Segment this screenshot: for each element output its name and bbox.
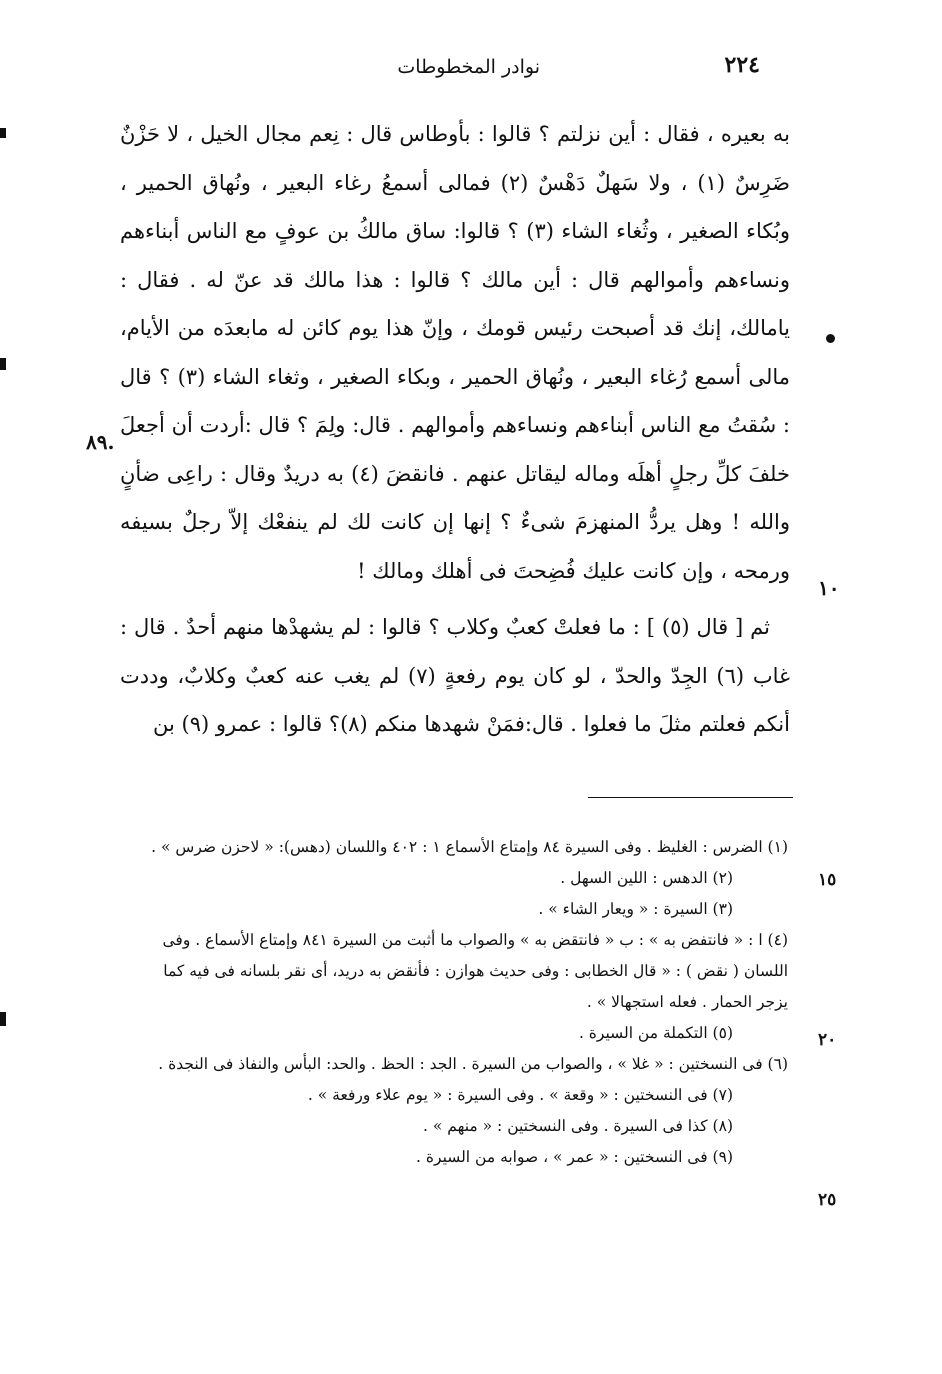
footnote: (٤) ا : « فانتفض به » : ب « فانتقض به » والصواب ما أثبت من السيرة ٨٤١ وإمتاع الأسماع . وفى اللسان ( نقض ) : « قال الخطابى : وفى حديث هوازن : فأنقض به دريد، أى نقر بلسانه فى فيه كما يزجر الحمار . فعله استجهالا » . — [162, 931, 788, 1011]
paragraph: ثم [ قال (٥) ] : ما فعلتْ كعبٌ وكلاب ؟ قالوا : لم يشهدْها منهم أحدٌ . قال : غاب (٦) الجِدّ والحدّ ، لو كان يوم رفعةٍ (٧) لم يغب عنه كعبٌ وكلابٌ، وددت أنكم فعلتم مثلَ ما فعلوا . قال:فمَنْ شهدها منكم (٨)؟ قالوا : عمرو (٩) بن — [120, 615, 790, 736]
footnotes — [128, 832, 788, 1173]
line-number-15: ١٥ — [818, 870, 837, 890]
paragraph: به بعيره ، فقال : أين نزلتم ؟ قالوا : بأوطاس قال : نِعم مجال الخيل ، لا حَزْنٌ ضَرِسٌ (١) ، ولا سَهلٌ دَهْسٌ (٢) فمالى أسمعُ رغاء البعير ، ونُهاق الحمير ، وبُكاء الصغير ، وثُغاء الشاء (٣) ؟ قالوا: ساق مالكُ بن عوفٍ مع الناس أبناءهم ونساءهم وأموالهم قال : أين مالك ؟ قالوا : هذا مالك قد عنّ له . فقال : يامالك، إنك قد أصبحت رئيس قومك ، وإنّ هذا يوم كائن له مابعدَه من الأيام، مالى أسمع رُغاء البعير ، ونُهاق الحمير ، وبكاء الصغير ، وثغاء الشاء (٣) ؟ قال : سُقتُ مع الناس أبناءهم ونساءهم وأموالهم . قال: ولِمَ ؟ قال :أردت أن أجعلَ خلفَ كلِّ رجلٍ أهلَه وماله ليقاتل عنهم . فانقضَ (٤) به دريدٌ وقال : راعِى ضأنٍ والله ! وهل يردُّ المنهزمَ شىءٌ ؟ إنها إن كانت لك لم ينفعْك إلاّ رجلٌ بسيفه ورمحه ، وإن كانت عليك فُضِحتَ فى أهلك ومالك ! — [120, 122, 791, 583]
footnote: (٧) فى النسختين : « وقعة » . وفى السيرة : « يوم علاء ورفعة » . — [307, 1086, 733, 1104]
footnote: (١) الضرس : الغليظ . وفى السيرة ٨٤ وإمتاع الأسماع ١ : ٤٠٢ واللسان (دهس): « لاحزن ضرس » . — [151, 838, 788, 856]
footnote: (٢) الدهس : اللين السهل . — [560, 869, 733, 887]
scan-edge-mark — [0, 1012, 6, 1026]
margin-bullet — [826, 334, 835, 343]
scan-edge-mark — [0, 128, 6, 138]
line-number-25: ٢٥ — [818, 1190, 837, 1210]
folio-number: ٨٩. — [86, 430, 115, 454]
page-number: ٢٢٤ — [724, 52, 760, 78]
main-text — [120, 110, 790, 749]
line-number-10: ١٠ — [818, 576, 840, 600]
footnote: (٣) السيرة : « ويعار الشاء » . — [538, 900, 733, 918]
footnote: (٥) التكملة من السيرة . — [578, 1024, 733, 1042]
running-title: نوادر المخطوطات — [397, 56, 540, 78]
page-header — [300, 52, 760, 86]
scan-edge-mark — [0, 358, 6, 370]
footnote: (٩) فى النسختين : « عمر » ، صوابه من السيرة . — [416, 1148, 733, 1166]
footnote-separator — [588, 797, 793, 798]
footnote: (٨) كذا فى السيرة . وفى النسختين : « منهم » . — [423, 1117, 733, 1135]
footnote: (٦) فى النسختين : « غلا » ، والصواب من السيرة . الجد : الحظ . والحد: البأس والنفاذ فى النجدة . — [158, 1055, 788, 1073]
line-number-20: ٢٠ — [818, 1030, 837, 1050]
